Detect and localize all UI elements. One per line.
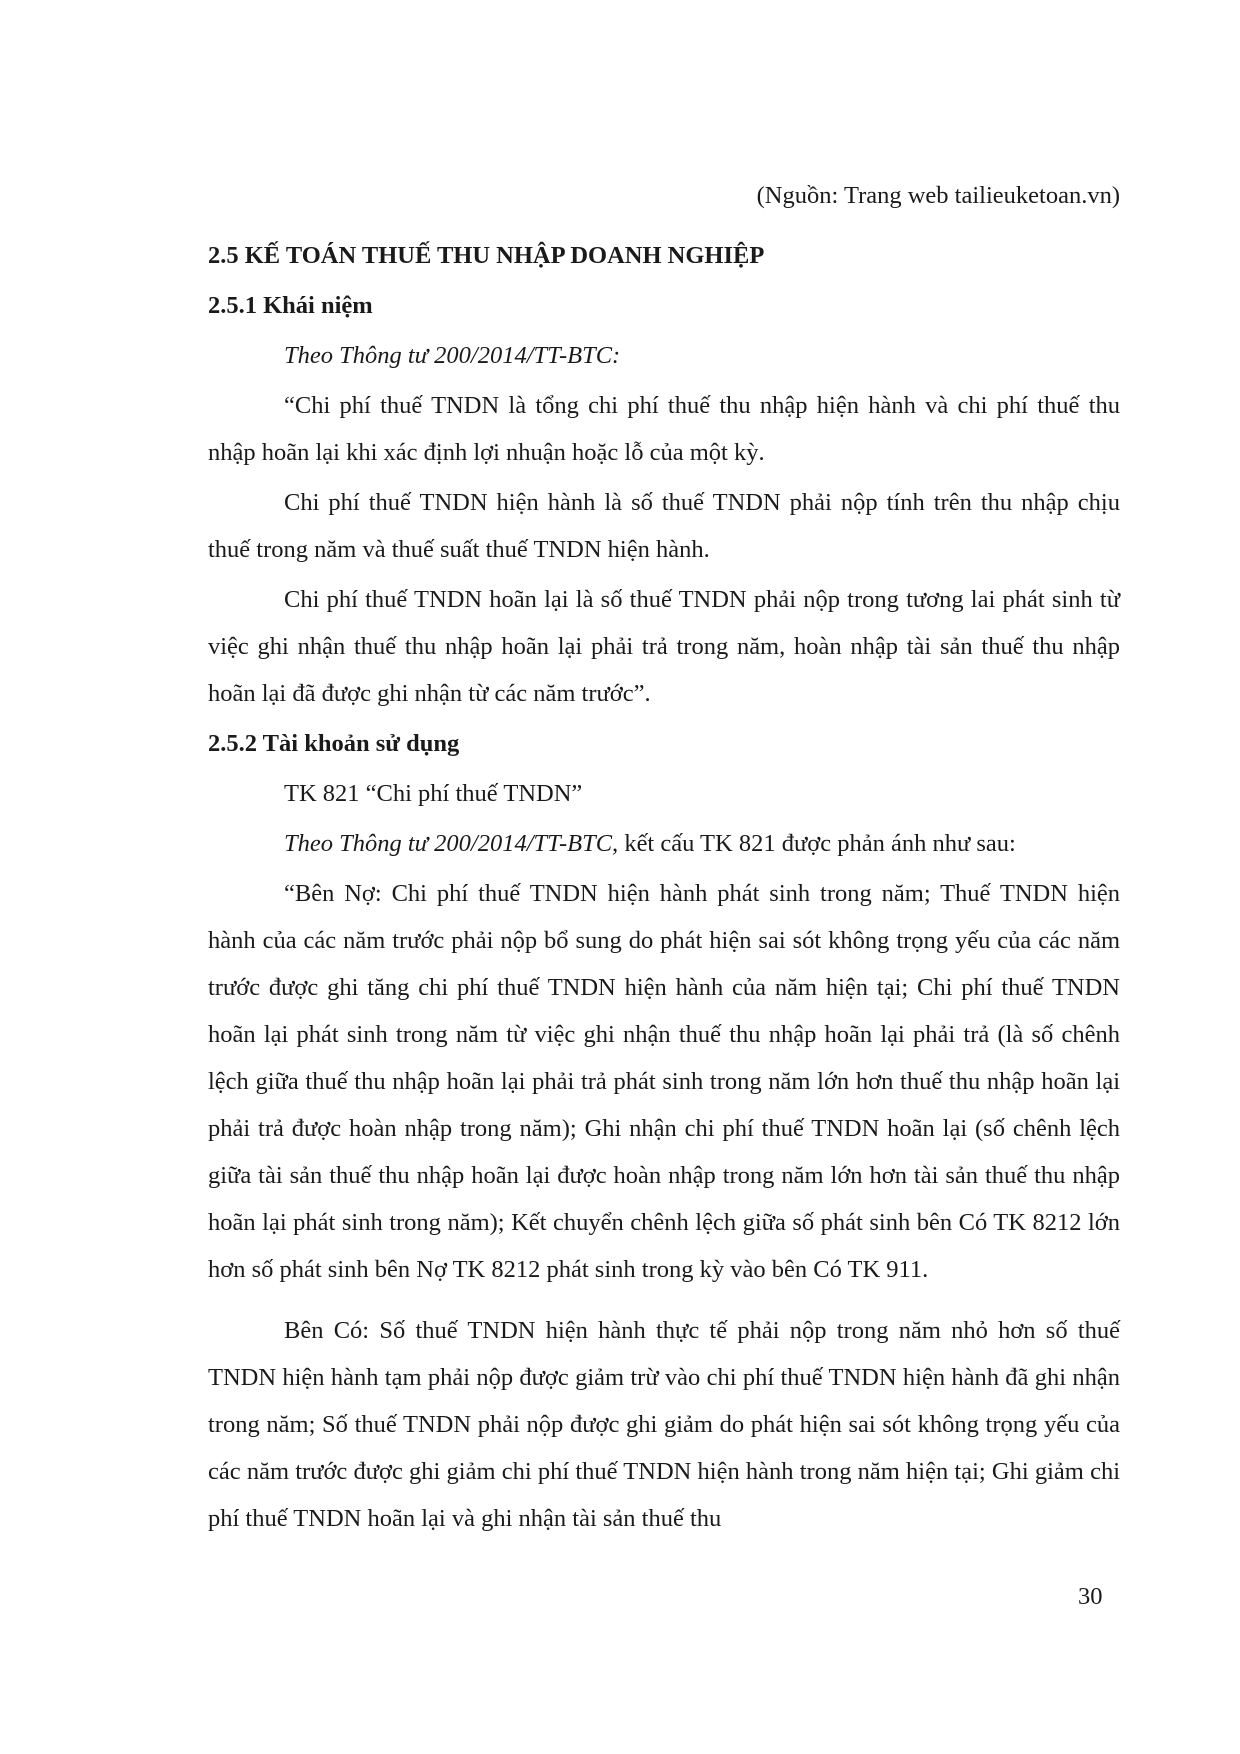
subsection-heading-concept: 2.5.1 Khái niệm [208, 292, 373, 319]
paragraph-debit-side: “Bên Nợ: Chi phí thuế TNDN hiện hành phát sinh trong năm; Thuế TNDN hiện hành của các năm trước phải nộp bổ sung do phát hiện sai sót không trọng yếu của các năm trước được ghi tăng chi phí thuế TNDN hiện hành của năm hiện tại; Chi phí thuế TNDN hoãn lại phát sinh trong năm từ việc ghi nhận thuế thu nhập hoãn lại phải trả (là số chênh lệch giữa thuế thu nhập hoãn lại phải trả phát sinh trong năm lớn hơn thuế thu nhập hoãn lại phải trả được hoàn nhập trong năm); Ghi nhận chi phí thuế TNDN hoãn lại (số chênh lệch giữa tài sản thuế thu nhập hoãn lại được hoàn nhập trong năm lớn hơn tài sản thuế thu nhập hoãn lại phát sinh trong năm); Kết chuyển chênh lệch giữa số phát sinh bên Có TK 8212 lớn hơn số phát sinh bên Nợ TK 8212 phát sinh trong kỳ vào bên Có TK 911. [208, 880, 1120, 1283]
paragraph-credit-side: Bên Có: Số thuế TNDN hiện hành thực tế phải nộp trong năm nhỏ hơn số thuế TNDN hiện hành tạm phải nộp được giảm trừ vào chi phí thuế TNDN hiện hành đã ghi nhận trong năm; Số thuế TNDN phải nộp được ghi giảm do phát hiện sai sót không trọng yếu của các năm trước được ghi giảm chi phí thuế TNDN hiện hành trong năm hiện tại; Ghi giảm chi phí thuế TNDN hoãn lại và ghi nhận tài sản thuế thu [208, 1317, 1120, 1532]
paragraph-definition-deferred: Chi phí thuế TNDN hoãn lại là số thuế TNDN phải nộp trong tương lai phát sinh từ việc ghi nhận thuế thu nhập hoãn lại phải trả trong năm, hoàn nhập tài sản thuế thu nhập hoãn lại đã được ghi nhận từ các năm trước”. [208, 586, 1120, 707]
source-note: (Nguồn: Trang web tailieuketoan.vn) [756, 182, 1120, 209]
subsection-heading-accounts: 2.5.2 Tài khoản sử dụng [208, 730, 460, 757]
regulation-reference-inline: Theo Thông tư 200/2014/TT-BTC, [284, 830, 619, 857]
paragraph-definition-total: “Chi phí thuế TNDN là tổng chi phí thuế thu nhập hiện hành và chi phí thuế thu nhập hoãn lại khi xác định lợi nhuận hoặc lỗ của một kỳ. [208, 392, 1120, 466]
section-heading: 2.5 KẾ TOÁN THUẾ THU NHẬP DOANH NGHIỆP [208, 242, 765, 269]
paragraph-definition-current: Chi phí thuế TNDN hiện hành là số thuế TNDN phải nộp tính trên thu nhập chịu thuế trong năm và thuế suất thuế TNDN hiện hành. [208, 489, 1120, 563]
page-number: 30 [1078, 1583, 1103, 1610]
account-structure-intro-text: kết cấu TK 821 được phản ánh như sau: [618, 830, 1016, 857]
account-structure-intro [208, 820, 1120, 867]
account-name: TK 821 “Chi phí thuế TNDN” [284, 780, 583, 807]
regulation-reference: Theo Thông tư 200/2014/TT-BTC: [284, 342, 621, 369]
document-page [208, 172, 1120, 1542]
